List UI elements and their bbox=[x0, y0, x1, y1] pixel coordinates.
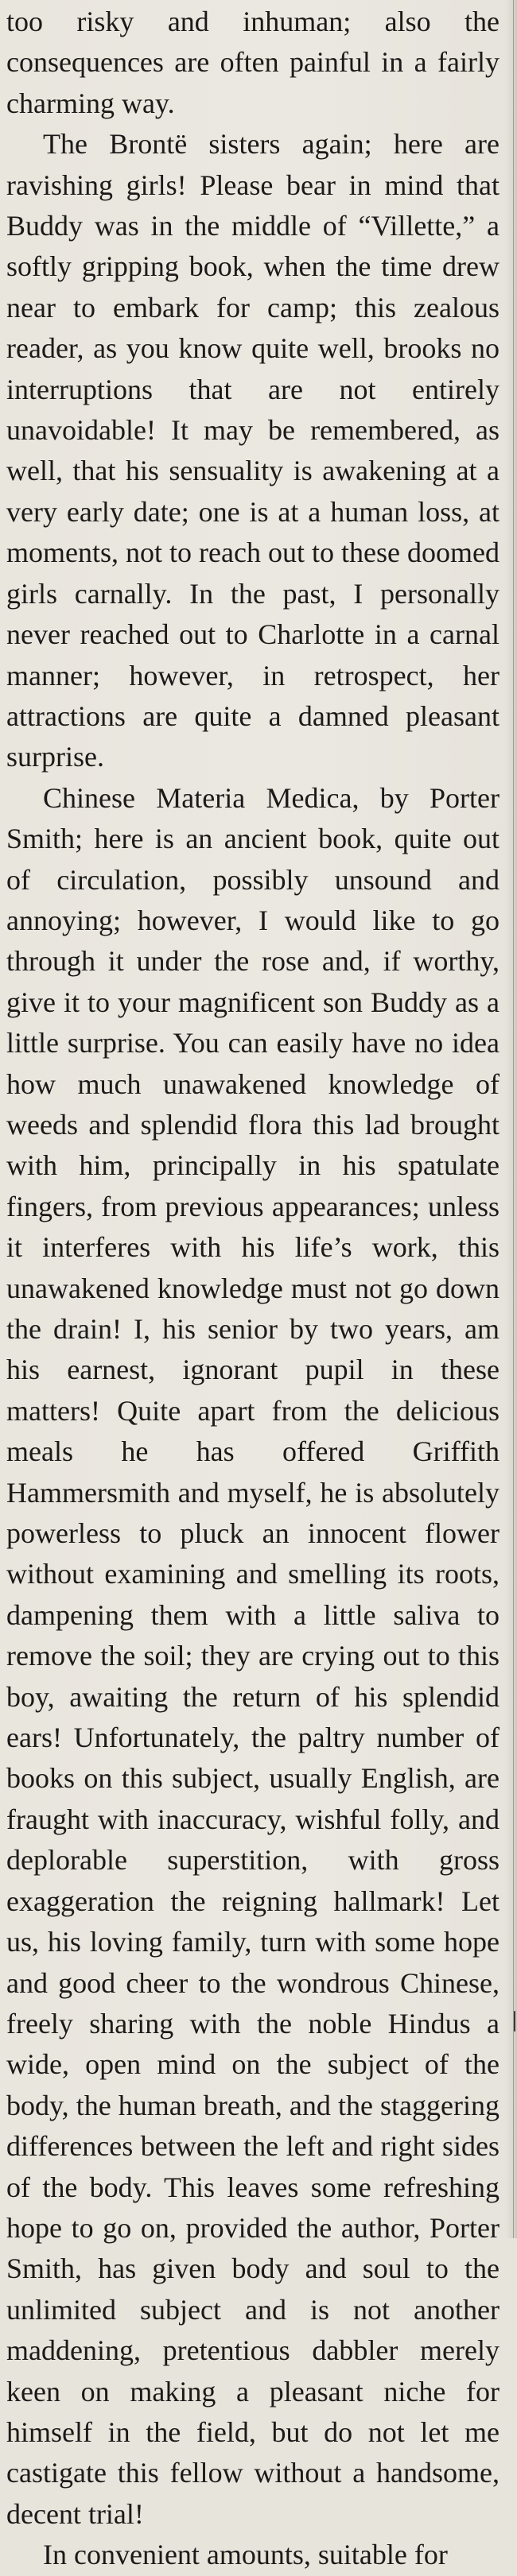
page-gutter-shadow bbox=[506, 0, 517, 2238]
text-column bbox=[6, 2, 500, 2576]
paragraph-3: Chinese Materia Medica, by Porter Smith; here is an ancient book, quite out of circulation, possibly unsound and annoying; however, I would like to go through it under the rose and, if worthy, give it to your magnificent son Buddy as a little surprise. You can easily have no idea how much unawakened knowledge of weeds and splendid flora this lad brought with him, principally in his spatulate fingers, from previous appearances; unless it interferes with his life’s work, this unawakened knowledge must not go down the drain! I, his senior by two years, am his earnest, ignorant pupil in these matters! Quite apart from the delicious meals he has offered Griffith Hammersmith and myself, he is absolutely powerless to pluck an innocent flower without examining and smelling its roots, dampening them with a little saliva to remove the soil; they are crying out to this boy, awaiting the return of his splendid ears! Unfortunately, the paltry number of books on this subject, usually English, are fraught with inaccuracy, wishful folly, and deplorable superstition, with gross exaggeration the reigning hallmark! Let us, his loving family, turn with some hope and good cheer to the wondrous Chinese, freely sharing with the noble Hindus a wide, open mind on the subject of the body, the human breath, and the staggering differences between the left and right sides of the body. This leaves some refreshing hope to go on, provided the author, Porter Smith, has given body and soul to the unlimited subject and is not another maddening, pretentious dabbler merely keen on making a pleasant niche for himself in the field, but do not let me castigate this fellow without a handsome, decent trial! bbox=[6, 781, 500, 2530]
paragraph-4: In convenient amounts, suitable for bbox=[43, 2539, 448, 2571]
paragraph-1: too risky and inhuman; also the consequences are often painful in a fairly charming way. bbox=[6, 6, 500, 119]
paragraph-2: The Brontë sisters again; here are ravishing girls! Please bear in mind that Buddy was in the middle of “Villette,” a softly gripping book, when the time drew near to embark for camp; this zealous reader, as you know quite well, brooks no interruptions that are not entirely unavoidable! It may be remembered, as well, that his sensuality is awakening at a very early date; one is at a human loss, at moments, not to reach out to these doomed girls carnally. In the past, I personally never reached out to Charlotte in a carnal manner; however, in retrospect, her attractions are quite a damned pleasant surprise. bbox=[6, 128, 500, 773]
margin-mark bbox=[514, 2011, 515, 2032]
page-edge-line bbox=[513, 0, 514, 2238]
